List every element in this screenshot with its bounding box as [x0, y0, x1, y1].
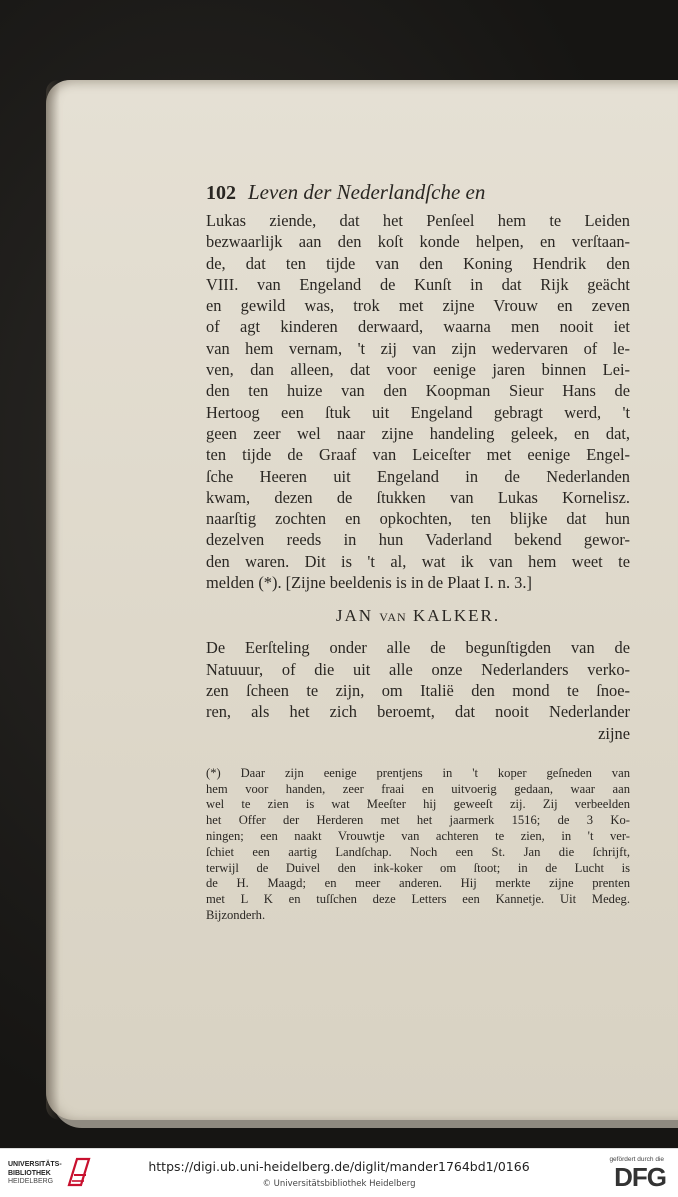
- text-line: den waren. Dit is 't al, wat ik van hem weet te: [206, 551, 630, 571]
- paragraph-lukas: [206, 210, 630, 593]
- text-line: de, dat ten tijde van den Koning Hendrik den: [206, 253, 630, 273]
- text-line: kwam, dezen de ſtukken van Lukas Kornelisz.: [206, 487, 630, 507]
- footnote-line: ningen; een naakt Vrouwtje van achteren te zien, in 't ver-: [206, 829, 630, 844]
- text-line: naarſtig zochten en opkochten, ten blijke dat hun: [206, 509, 630, 529]
- text-line: VIII. van Engeland de Kunſt in dat Rijk geächt: [206, 274, 630, 294]
- footnote-line: het Offer der Herderen met het jaarmerk 1516; de 3 Ko-: [206, 813, 630, 828]
- heading-surname: KALKER.: [412, 606, 501, 626]
- text-line: ven, dan alleen, dat voor eenige jaren binnen Lei-: [206, 360, 630, 380]
- text-line: Hertoog een ſtuk uit Engeland gebragt werd, 't: [206, 402, 630, 422]
- text-line: zen ſcheen te zijn, om Italië den mond te ſnoe-: [206, 680, 630, 700]
- text-line: en gewild was, trok met zijne Vrouw en zeven: [206, 296, 630, 316]
- footnote-line: ſchiet een aartig Landſchap. Noch een St. Jan die ſchrijft,: [206, 844, 630, 859]
- copyright-notice: © Universitätsbibliothek Heidelberg: [262, 1179, 416, 1189]
- footnote-line: met L K en tuſſchen deze Letters een Kannetje. Uit Medeg.: [206, 892, 630, 907]
- permalink-url[interactable]: https://digi.ub.uni-heidelberg.de/diglit/mander1764bd1/0166: [148, 1159, 530, 1174]
- footnote-line: (*) Daar zijn eenige prentjens in 't koper geſneden van: [206, 765, 630, 780]
- dfg-logo: DFG: [614, 1162, 666, 1192]
- footnote-line: wel te zien is wat Meeſter hij geweeſt zij. Zij verbeelden: [206, 797, 630, 812]
- library-name-line: BIBLIOTHEK: [8, 1169, 51, 1177]
- page-number: 102: [206, 182, 236, 204]
- catchword: zijne: [598, 723, 630, 743]
- footnote-line: de H. Maagd; en meer anderen. Hij merkte zijne prenten: [206, 876, 630, 891]
- footnote-line: hem voor handen, zeer fraai en uitvoerig gedaan, waar aan: [206, 781, 630, 796]
- text-line: Lukas ziende, dat het Penſeel hem te Leiden: [206, 211, 630, 230]
- text-line: ten tijde de Graaf van Leiceſter met eenige Engel-: [206, 445, 630, 465]
- text-line: bezwaarlijk aan den koſt konde helpen, en verſtaan-: [206, 232, 630, 252]
- section-heading: [206, 606, 630, 626]
- text-line: ſche Heeren uit Engeland in de Nederlanden: [206, 466, 630, 486]
- text-line: ren, als het zich beroemt, dat nooit Nederlander: [206, 702, 630, 722]
- page-crease: [46, 80, 60, 1120]
- heading-name: JAN: [335, 606, 373, 626]
- footnote: [206, 766, 630, 924]
- text-line: den ten huize van den Koopman Sieur Hans de: [206, 381, 630, 401]
- footnote-line: terwijl de Duivel den ink-koker om ſtoot; in de Lucht is: [206, 860, 630, 875]
- library-name-line: UNIVERSITÄTS-: [8, 1161, 62, 1168]
- running-header: [206, 180, 630, 208]
- viewer-footer-bar: [0, 1148, 678, 1197]
- text-line: dezelven reeds in hun Vaderland bekend gewor-: [206, 530, 630, 550]
- text-line: van hem vernam, 't zij van zijn wedervaren of le-: [206, 338, 630, 358]
- funding-label: gefördert durch die: [609, 1156, 664, 1163]
- text-line: De Eerſteling onder alle de begunſtigden van de: [206, 638, 630, 658]
- heading-particle: VAN: [379, 610, 407, 625]
- running-title: Leven der Nederlandſche en: [248, 180, 486, 204]
- text-line: of agt kinderen derwaard, waarna men nooit iet: [206, 317, 630, 337]
- paragraph-jan-van-kalker: [206, 637, 630, 743]
- footnote-line: Bijzonderh.: [206, 908, 266, 922]
- text-line: geen zeer wel naar zijne handeling geleek, en dat,: [206, 423, 630, 443]
- page-text: [206, 180, 630, 924]
- library-name-line: HEIDELBERG: [8, 1178, 54, 1185]
- text-line: Natuuur, of die uit alle onze Nederlanders verko-: [206, 659, 630, 679]
- text-line: melden (*). [Zijne beeldenis is in de Plaat I. n. 3.]: [206, 573, 532, 593]
